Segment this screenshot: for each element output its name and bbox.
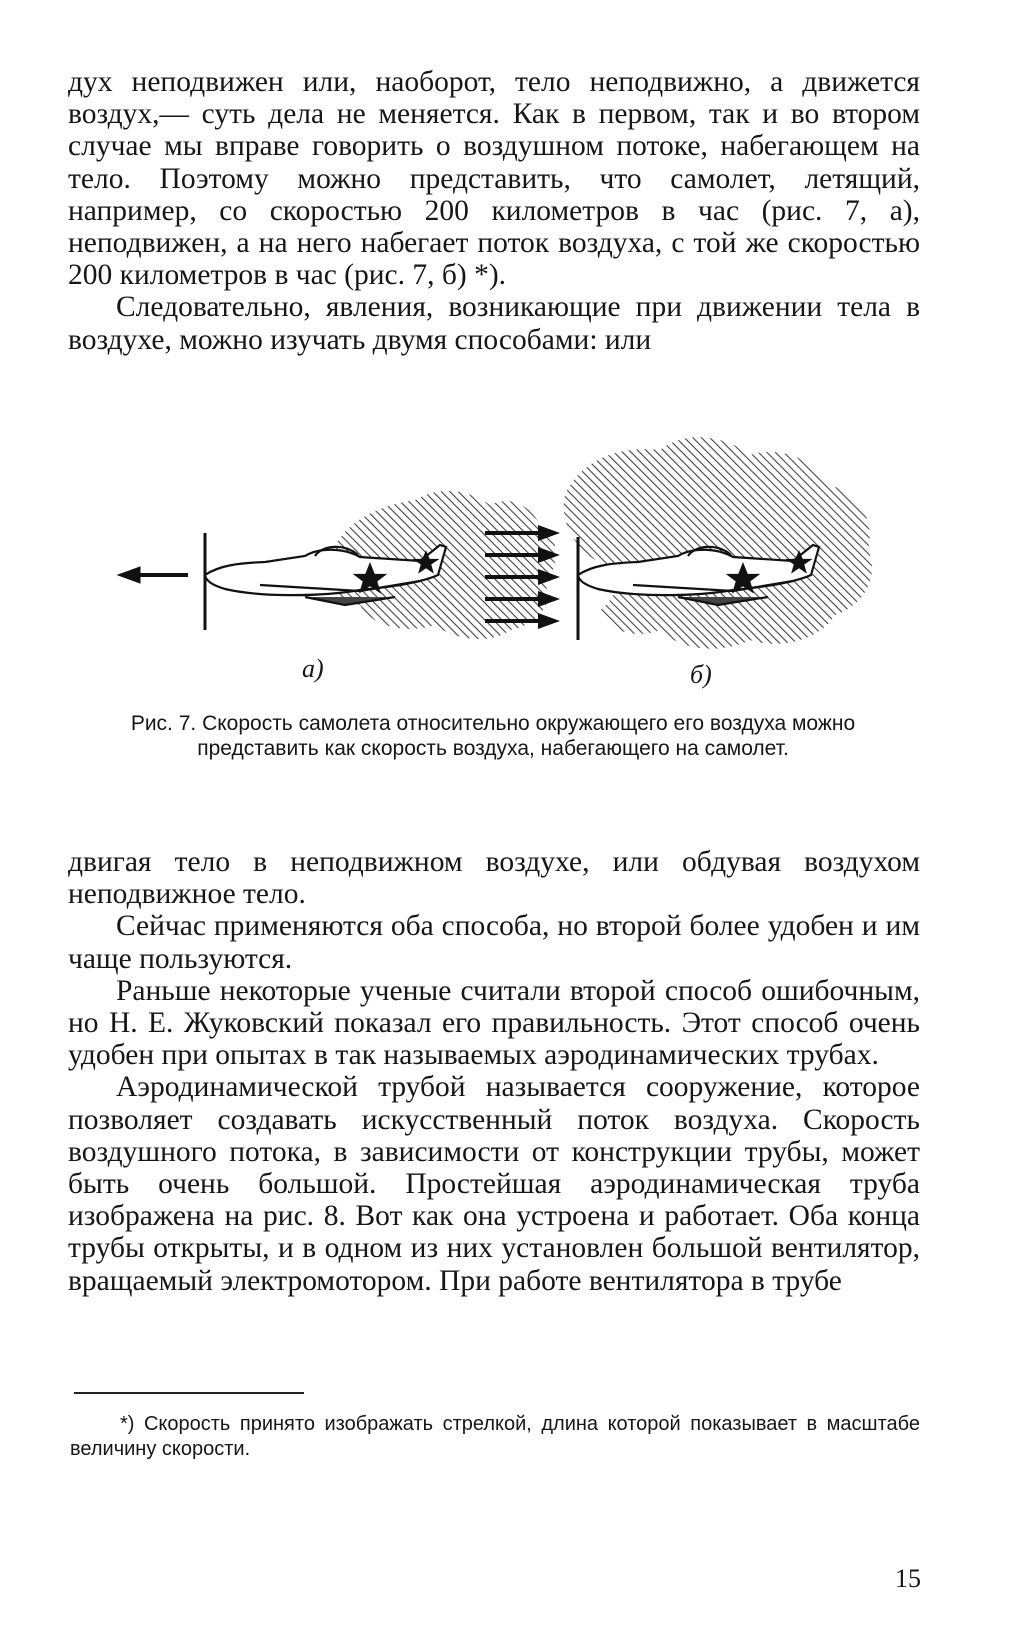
top-text-block xyxy=(68,66,920,356)
page-number: 15 xyxy=(895,1564,921,1593)
paragraph-continued: дух неподвижен или, наоборот, тело неподвижно, а движется воздух,— суть дела не меняется. Как в первом, так и во втором случае мы вправе говорить о воздушном потоке, набегающем на тело. Поэтому можно представить, что самолет, летящий, например, со скоростью 200 километров в час (рис. 7, а), неподвижен, а на него набегает поток воздуха, с той же скоростью 200 километров в час (рис. 7, б) *). xyxy=(68,66,920,292)
figure-caption: Рис. 7. Скорость самолета относительно окружающего его воздуха можно представить как скорость воздуха, набегающего на самолет. xyxy=(130,712,856,760)
paragraph-continued: двигая тело в неподвижном воздухе, или обдувая воздухом неподвижное тело. xyxy=(68,846,920,911)
figure-label-b: б) xyxy=(690,660,712,689)
figure-7 xyxy=(60,425,960,695)
figure-7-illustration xyxy=(60,425,960,695)
air-cloud-b xyxy=(564,437,872,648)
aircraft-velocity-arrow xyxy=(118,567,188,583)
paragraph: Следовательно, явления, возникающие при движении тела в воздухе, можно изучать двумя способами: или xyxy=(68,291,920,356)
bottom-text-block xyxy=(68,846,920,1297)
footnote: *) Скорость принято изображать стрелкой, длина которой показывает в масштабе величину скорости. xyxy=(70,1413,920,1460)
paragraph: Аэродинамической трубой называется сооружение, которое позволяет создавать искусственный поток воздуха. Скорость воздушного потока, в зависимости от конструкции трубы, может быть очень большой. Простейшая аэродинамическая труба изображена на рис. 8. Вот как она устроена и работает. Оба конца трубы открыты, и в одном из них установлен большой вентилятор, вращаемый электромотором. При работе вентилятора в трубе xyxy=(68,1071,920,1297)
paragraph: Раньше некоторые ученые считали второй способ ошибочным, но Н. Е. Жуковский показал его правильность. Этот способ очень удобен при опытах в так называемых аэродинамических трубах. xyxy=(68,974,920,1072)
paragraph: Сейчас применяются оба способа, но второй более удобен и им чаще пользуются. xyxy=(68,910,920,975)
footnote-divider xyxy=(74,1392,304,1394)
figure-label-a: а) xyxy=(302,654,324,683)
